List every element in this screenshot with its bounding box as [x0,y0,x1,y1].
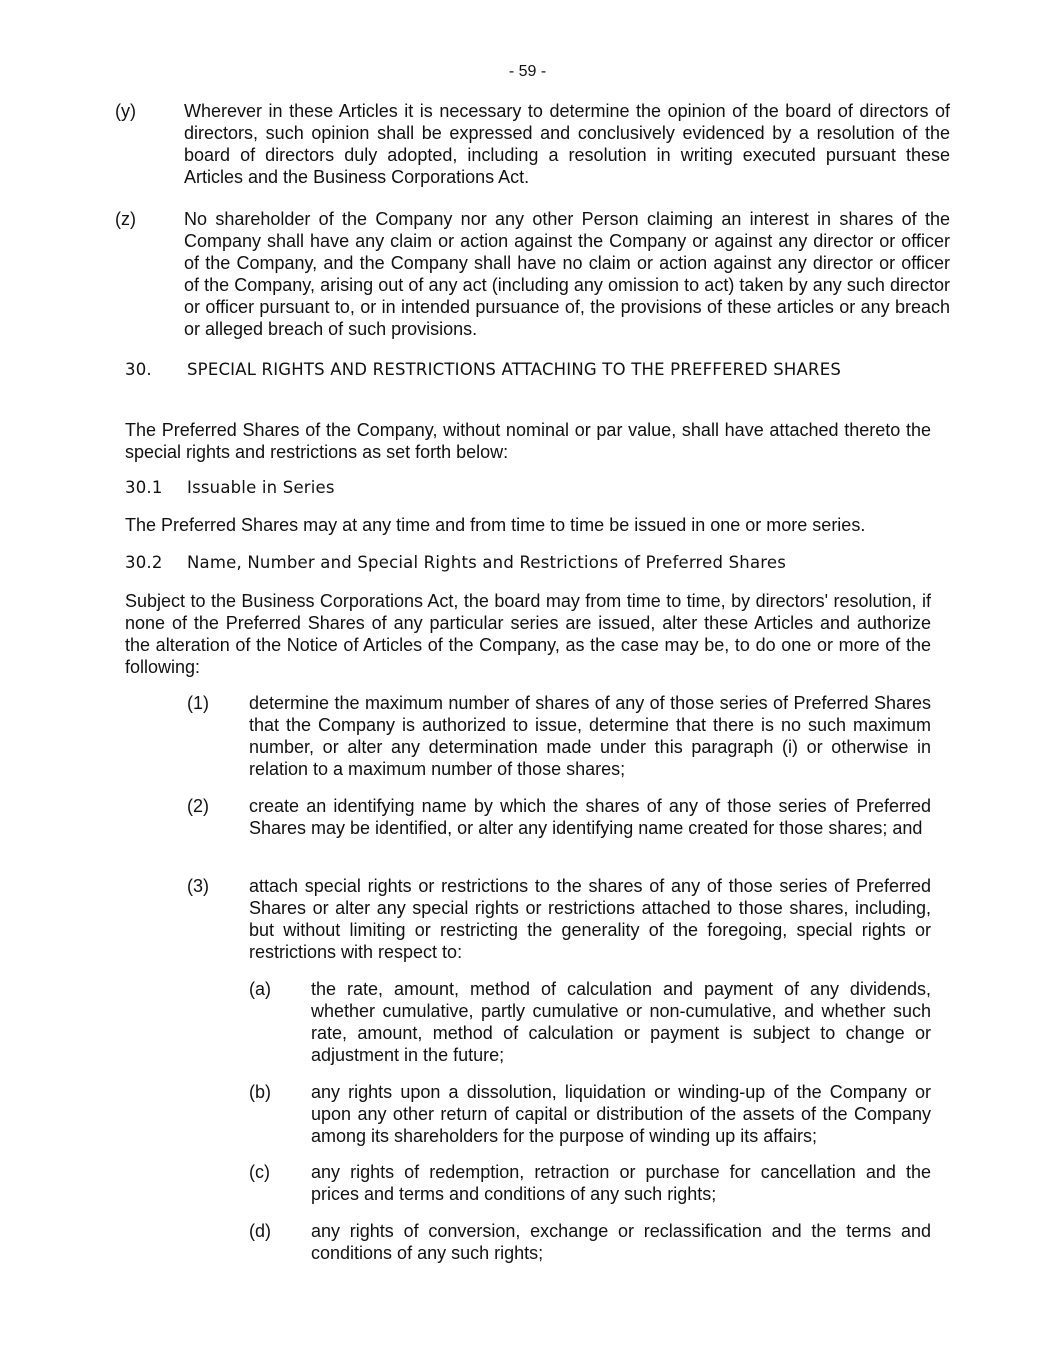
subsection-heading-30-2 [125,552,887,574]
clause-label: (z) [115,209,136,229]
sub-list-item-label: (a) [249,979,271,999]
sub-list-item-label: (d) [249,1221,271,1241]
clause-label: (y) [115,101,136,121]
list-item [187,692,931,780]
section-number: 30. [125,360,152,379]
subsection-number: 30.2 [125,553,163,572]
sub-list-item [249,1081,931,1147]
list-item-text: create an identifying name by which the shares of any of those series of Preferred Shares may be identified, or alter any identifying name created for those shares; and [249,796,931,838]
subsection-title: Name, Number and Special Rights and Restrictions of Preferred Shares [187,553,787,572]
sub-list-item-text: any rights upon a dissolution, liquidation or winding-up of the Company or upon any other return of capital or distribution of the assets of the Company among its shareholders for the purpose of winding up its affairs; [311,1082,931,1146]
sub-list-item [249,978,931,1066]
list-item-text: attach special rights or restrictions to the shares of any of those series of Preferred Shares or alter any special rights or restrictions attached to those shares, including, but without limiting or restricting the generality of the foregoing, special rights or restrictions with respect to: [249,876,931,962]
clause-text: No shareholder of the Company nor any other Person claiming an interest in shares of the Company shall have any claim or action against the Company or against any director or officer of the Company, and the Company shall have no claim or action against any director or officer of the Company, arising out of any act (including any omission to act) taken by any such director or officer pursuant to, or in intended pursuance of, the provisions of these articles or any breach or alleged breach of such provisions. [184,209,950,339]
list-item-label: (3) [187,876,209,896]
clause-y [115,100,950,188]
subsection-text-30-2: Subject to the Business Corporations Act, the board may from time to time, by directors' resolution, if none of the Preferred Shares of any particular series are issued, alter these Articles and authorize the alteration of the Notice of Articles of the Company, as the case may be, to do one or more of the following: [125,591,931,677]
list-item-label: (1) [187,693,209,713]
subsection-number: 30.1 [125,478,163,497]
sub-list-item [249,1161,931,1205]
list-item [187,875,931,963]
sub-list-item-label: (c) [249,1162,270,1182]
section-title: SPECIAL RIGHTS AND RESTRICTIONS ATTACHING TO THE PREFFERED SHARES [187,360,841,379]
page-number: - 59 - [508,63,547,80]
subsection-text-30-1: The Preferred Shares may at any time and from time to time be issued in one or more series. [125,515,866,535]
sub-list-item-text: any rights of redemption, retraction or purchase for cancellation and the prices and terms and conditions of any such rights; [311,1162,931,1204]
list-item-text: determine the maximum number of shares of any of those series of Preferred Shares that the Company is authorized to issue, determine that there is no such maximum number, or alter any determination made under this paragraph (i) or otherwise in relation to a maximum number of those shares; [249,693,931,779]
sub-list-item-label: (b) [249,1082,271,1102]
list-item-label: (2) [187,796,209,816]
sub-list-item [249,1220,931,1264]
section-intro: The Preferred Shares of the Company, without nominal or par value, shall have attached thereto the special rights and restrictions as set forth below: [125,420,931,462]
clause-z [115,208,950,340]
subsection-heading-30-1 [125,477,887,499]
list-item [187,795,931,839]
sub-list-item-text: any rights of conversion, exchange or reclassification and the terms and conditions of any such rights; [311,1221,931,1263]
clause-text: Wherever in these Articles it is necessary to determine the opinion of the board of directors of directors, such opinion shall be expressed and conclusively evidenced by a resolution of the board of directors duly adopted, including a resolution in writing executed pursuant these Articles and the Business Corporations Act. [184,101,950,187]
section-heading [125,359,887,381]
sub-list-item-text: the rate, amount, method of calculation and payment of any dividends, whether cumulative, partly cumulative or non-cumulative, and whether such rate, amount, method of calculation or payment is subject to change or adjustment in the future; [311,979,931,1065]
subsection-title: Issuable in Series [187,478,335,497]
